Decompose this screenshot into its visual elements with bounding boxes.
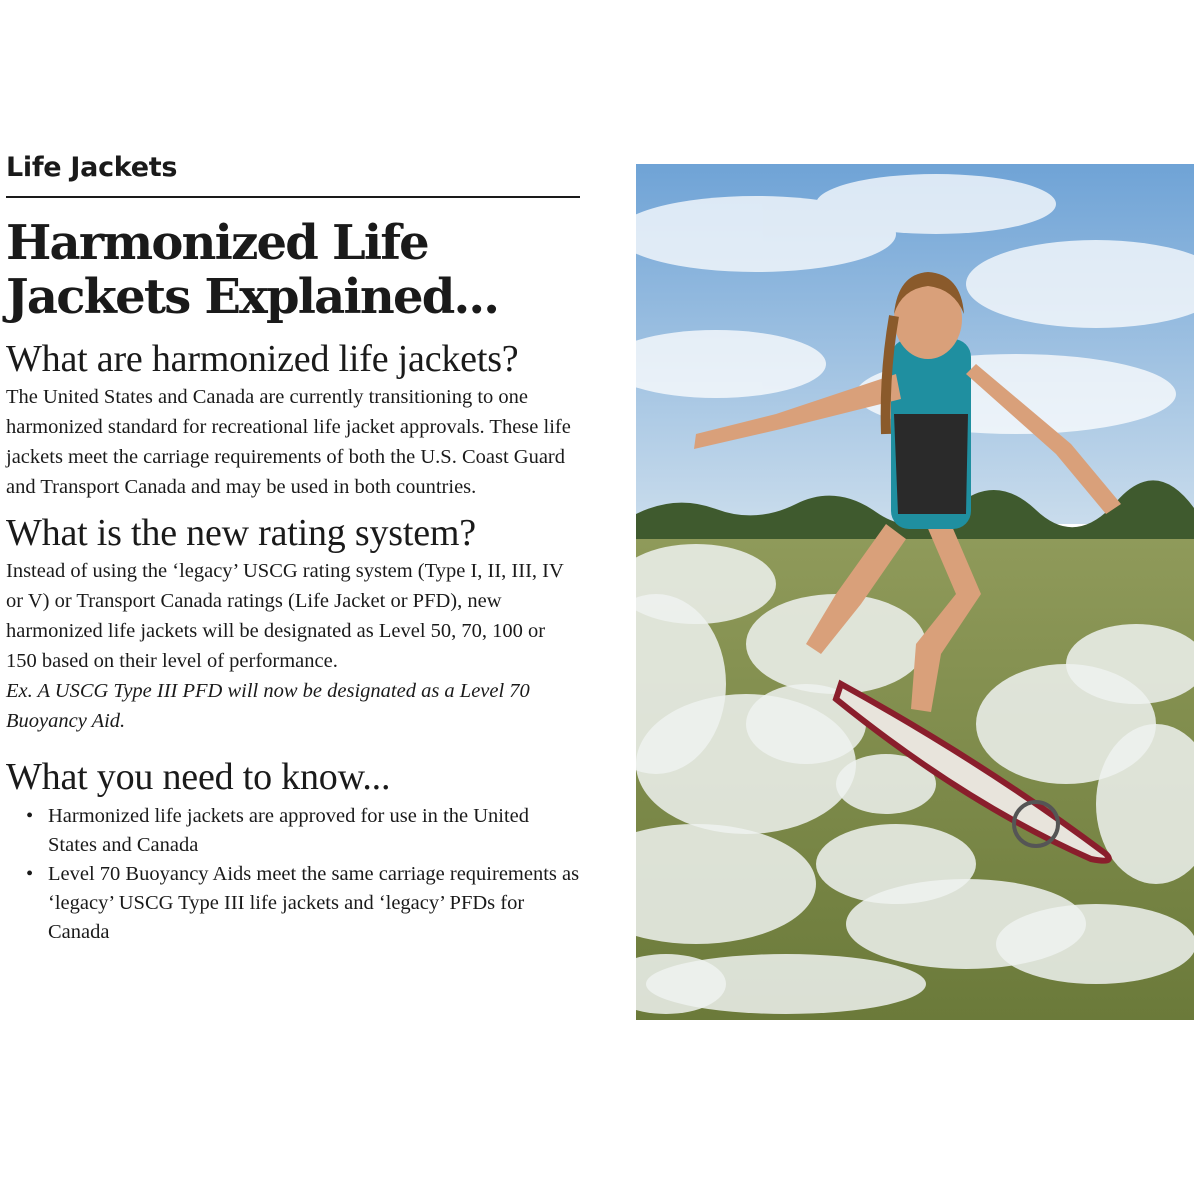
divider-rule xyxy=(6,196,580,198)
list-item: • Level 70 Buoyancy Aids meet the same carriage requirements as ‘legacy’ USCG Type III life jackets and ‘legacy’ PFDs for Canada xyxy=(26,860,580,947)
heading-need-to-know: What you need to know... xyxy=(6,756,391,798)
heading-what-are: What are harmonized life jackets? xyxy=(6,338,519,380)
wakesurfer-photo xyxy=(636,164,1194,1020)
paragraph-what-are: The United States and Canada are currently transitioning to one harmonized standard for recreational life jacket approvals. These life jackets meet the carriage requirements of both the U.S. Coast Guard and Transport Canada and may be used in both countries. xyxy=(6,386,571,498)
content-column xyxy=(6,150,580,947)
page-title: Harmonized Life Jackets Explained... xyxy=(6,215,499,325)
heading-rating-system: What is the new rating system? xyxy=(6,512,476,554)
need-to-know-list xyxy=(6,802,580,947)
rating-example: Ex. A USCG Type III PFD will now be designated as a Level 70 Buoyancy Aid. xyxy=(6,680,530,732)
list-item: • Harmonized life jackets are approved for use in the United States and Canada xyxy=(26,802,580,860)
paragraph-rating-system: Instead of using the ‘legacy’ USCG rating system (Type I, II, III, IV or V) or Transport Canada ratings (Life Jacket or PFD), new harmonized life jackets will be designated as Level 50, 70, 100 or 150 based on their level of performance. xyxy=(6,560,564,672)
foam-splash xyxy=(996,904,1194,984)
section-label: Life Jackets xyxy=(6,152,178,183)
vest-dark-panel xyxy=(894,414,968,514)
